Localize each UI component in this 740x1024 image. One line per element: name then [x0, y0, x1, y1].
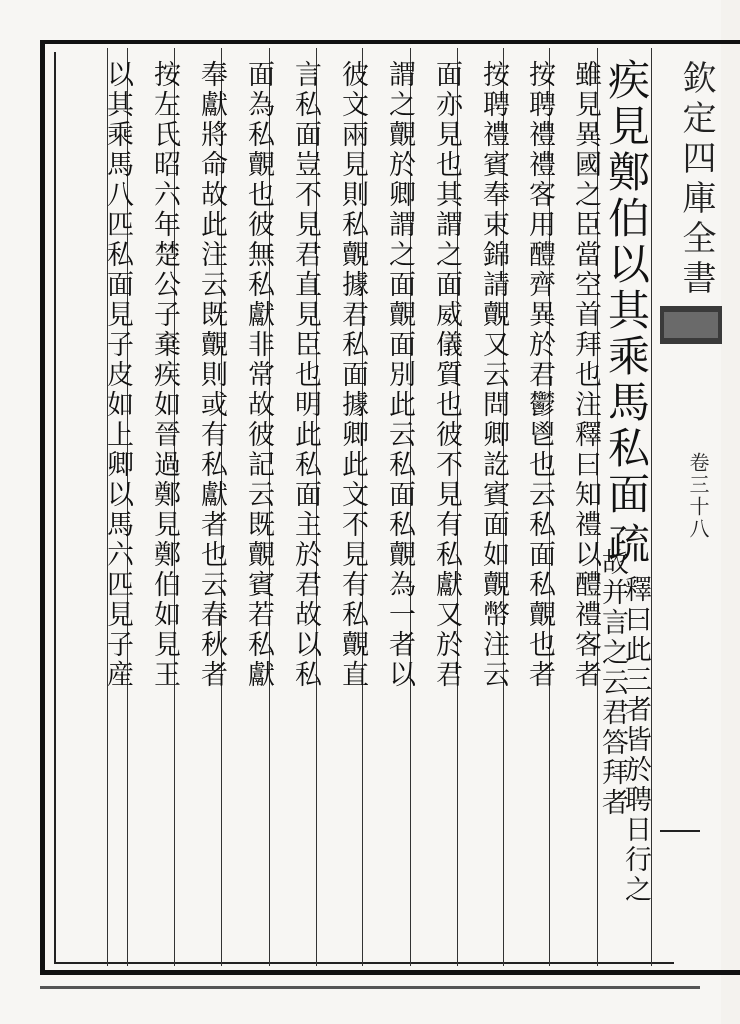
- commentary-column: 面亦見也其謂之面威儀質也彼不見有私獻又於君: [431, 60, 462, 690]
- commentary-column: 按聘禮禮客用醴齊異於君鬱鬯也云私面私覿也者: [524, 60, 555, 690]
- margin-dash: [660, 830, 700, 832]
- commentary-right: 釋曰此三者皆於聘日行之: [620, 575, 651, 905]
- juan-number: 卷三十八: [686, 452, 710, 540]
- bottom-rule: [40, 986, 700, 989]
- main-char: 疏: [602, 522, 651, 568]
- column-divider: [651, 48, 652, 966]
- commentary-column: 奉獻將命故此注云既覿則或有私獻者也云春秋者: [196, 60, 227, 690]
- commentary-column: 以其乘馬八匹私面見子皮如上卿以馬六匹見子産: [102, 60, 133, 690]
- book-title: 欽定四庫全書: [676, 60, 716, 300]
- commentary-column: 謂之覿於卿謂之面覿面別此云私面私覿為一者以: [384, 60, 415, 690]
- frame-inner-bottom-line: [54, 962, 674, 964]
- commentary-column: 面為私覿也彼無私獻非常故彼記云既覿賓若私獻: [243, 60, 274, 690]
- commentary-column: 言私面豈不見君直見臣也明此私面主於君故以私: [290, 60, 321, 690]
- commentary-column: 按聘禮賓奉束錦請覿又云問卿訖賓面如覿幣注云: [478, 60, 509, 690]
- fishtail-mark: [660, 306, 722, 344]
- commentary-column: 雖見異國之臣當空首拜也注釋曰知禮以醴禮客者: [570, 60, 601, 690]
- commentary-column: 按左氏昭六年楚公子棄疾如晉過鄭見鄭伯如見王: [149, 60, 180, 690]
- main-text-column: 疾見鄭伯以其乘馬私面: [602, 58, 651, 518]
- frame-inner-line: [54, 52, 56, 962]
- commentary-left: 故并言之云君答拜者: [597, 548, 628, 818]
- commentary-column: 彼文兩見則私覿據君私面據卿此文不見有私覿直: [337, 60, 368, 690]
